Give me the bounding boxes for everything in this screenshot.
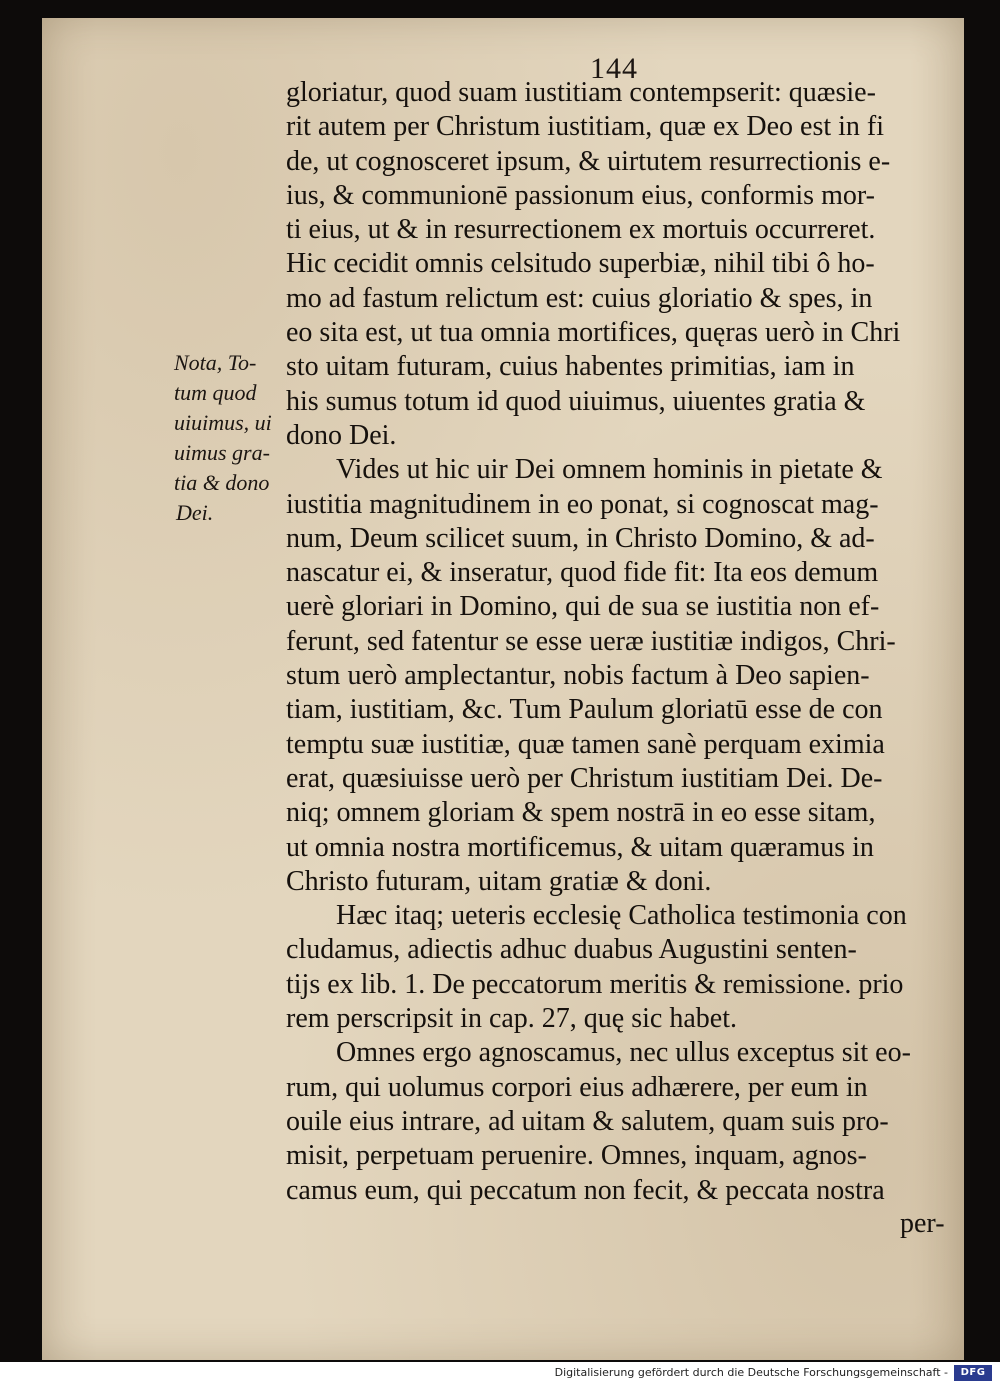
page-number: 144	[590, 52, 638, 85]
margin-note-line: tia & dono	[174, 470, 270, 495]
catchword: per-	[900, 1208, 945, 1239]
text-line: ut omnia nostra mortificemus, & uitam quæramus in	[286, 831, 874, 863]
text-line: num, Deum scilicet suum, in Christo Domino, & ad-	[286, 522, 875, 554]
dfg-logo-icon: DFG	[954, 1365, 992, 1381]
text-line: Christo futuram, uitam gratiæ & doni.	[286, 865, 712, 897]
text-line: eo sita est, ut tua omnia mortifices, quęras uerò in Chri	[286, 317, 901, 349]
text-line: dono Dei.	[286, 419, 397, 451]
text-line: Hic cecidit omnis celsitudo superbiæ, nihil tibi ô ho-	[286, 248, 875, 280]
text-line: nascatur ei, & inseratur, quod fide fit: Ita eos demum	[286, 557, 879, 589]
text-line: ius, & communionē passionum eius, conformis mor-	[286, 179, 875, 211]
text-line: temptu suæ iustitiæ, quæ tamen sanè perquam eximia	[286, 728, 885, 760]
text-line: camus eum, qui peccatum non fecit, & peccata nostra	[286, 1174, 885, 1206]
text-line: ouile eius intrare, ad uitam & salutem, quam suis pro-	[286, 1105, 889, 1137]
text-line: uerè gloriari in Domino, qui de sua se iustitia non ef-	[286, 591, 880, 623]
text-line: erat, quæsiuisse uerò per Christum iustitiam Dei. De-	[286, 762, 883, 794]
text-line: ferunt, sed fatentur se esse ueræ iustitiæ indigos, Chri-	[286, 625, 896, 657]
text-line: cludamus, adiectis adhuc duabus Augustini senten-	[286, 934, 857, 966]
text-line: iustitia magnitudinem in eo ponat, si cognoscat mag-	[286, 488, 879, 520]
text-line: stum uerò amplectantur, nobis factum à Deo sapien-	[286, 660, 870, 692]
text-line: sto uitam futuram, cuius habentes primitias, iam in	[286, 351, 855, 383]
text-line: rit autem per Christum iustitiam, quæ ex Deo est in fi	[286, 111, 885, 143]
text-line: mo ad fastum relictum est: cuius gloriatio & spes, in	[286, 282, 873, 314]
margin-note-line: Nota, To-	[174, 350, 257, 375]
text-line: niq; omnem gloriam & spem nostrā in eo esse sitam,	[286, 797, 876, 829]
text-line: de, ut cognosceret ipsum, & uirtutem resurrectionis e-	[286, 145, 891, 177]
margin-note	[174, 348, 294, 528]
body-text	[286, 76, 958, 1208]
digitization-footer	[0, 1362, 1000, 1385]
text-line: rem perscripsit in cap. 27, quę sic habet.	[286, 1003, 737, 1035]
text-line: Omnes ergo agnoscamus, nec ullus exceptus sit eo-	[336, 1037, 911, 1069]
footer-credit: Digitalisierung gefördert durch die Deutsche Forschungsgemeinschaft -	[554, 1366, 948, 1379]
margin-note-line: uiuimus, ui	[174, 410, 272, 435]
book-page	[42, 18, 964, 1360]
text-line: gloriatur, quod suam iustitiam contempserit: quæsie-	[286, 77, 876, 108]
text-line: rum, qui uolumus corpori eius adhærere, per eum in	[286, 1071, 868, 1103]
text-line: tiam, iustitiam, &c. Tum Paulum gloriatū esse de con	[286, 694, 883, 726]
text-line: ti eius, ut & in resurrectionem ex mortuis occurreret.	[286, 214, 876, 246]
text-line: Vides ut hic uir Dei omnem hominis in pietate &	[336, 454, 883, 486]
margin-note-line: uimus gra-	[174, 440, 270, 465]
margin-note-line: Dei.	[176, 500, 214, 525]
text-line: Hæc itaq; ueteris ecclesię Catholica testimonia con	[336, 900, 907, 932]
text-line: tijs ex lib. 1. De peccatorum meritis & remissione. prio	[286, 968, 904, 1000]
text-line: his sumus totum id quod uiuimus, uiuentes gratia &	[286, 385, 866, 417]
text-line: misit, perpetuam peruenire. Omnes, inquam, agnos-	[286, 1140, 867, 1172]
margin-note-line: tum quod	[174, 380, 257, 405]
